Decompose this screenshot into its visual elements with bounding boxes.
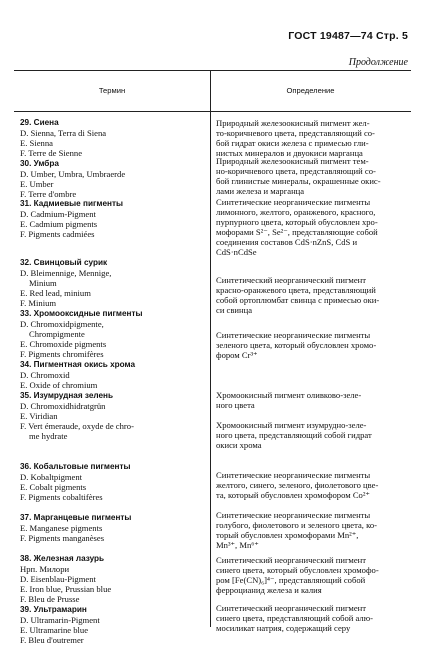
term-translation: D. Chromoxidhidratgrün bbox=[20, 401, 106, 412]
term-entry bbox=[20, 258, 208, 308]
term-translation: D. Kobaltpigment bbox=[20, 472, 83, 483]
term-translation: D. Bleimennige, Mennige, bbox=[20, 268, 112, 279]
definition-line: красно-оранжевого цвета, представляющий bbox=[216, 285, 376, 296]
term-entry bbox=[20, 309, 208, 359]
definition-line: бой гидрат окиси железа с примесью гли- bbox=[216, 138, 369, 149]
term-title: 34. Пигментная окись хрома bbox=[20, 360, 136, 369]
term-title: 39. Ультрамарин bbox=[20, 605, 87, 614]
column-divider bbox=[210, 71, 211, 627]
term-translation: E. Cobalt pigments bbox=[20, 482, 87, 493]
term-title: 35. Изумрудная зелень bbox=[20, 391, 114, 400]
definition-text bbox=[216, 510, 404, 550]
definition-line: соединения составов CdS·nZnS, CdS и bbox=[216, 237, 358, 248]
definition-line: ного цвета, представляющий собой гидрат bbox=[216, 430, 372, 441]
term-entry bbox=[20, 360, 208, 390]
term-translation: E. Manganese pigments bbox=[20, 523, 103, 534]
term-title: 32. Свинцовый сурик bbox=[20, 258, 108, 267]
definition-text bbox=[216, 330, 404, 360]
term-entry bbox=[20, 513, 208, 543]
term-translation: E. Cadmium pigments bbox=[20, 219, 98, 230]
definition-line: желтого, синего, зеленого, фиолетового цве- bbox=[216, 480, 379, 491]
definition-text bbox=[216, 275, 404, 315]
definition-line: Синтетические неорганические пигменты bbox=[216, 197, 371, 207]
term-translation: E. Sienna bbox=[20, 138, 53, 149]
term-translation: D. Umber, Umbra, Umbraerde bbox=[20, 169, 126, 180]
term-entry bbox=[20, 159, 208, 199]
definition-line: лами железа и марганца bbox=[216, 186, 305, 197]
definition-text bbox=[216, 555, 404, 595]
definition-line: то-коричневого цвета, представляющий со- bbox=[216, 128, 375, 139]
definition-column-header: Определение bbox=[210, 71, 411, 112]
definition-line: Синтетический неорганический пигмент bbox=[216, 603, 366, 613]
definition-line: голубого, фиолетового и зеленого цвета, ко- bbox=[216, 520, 377, 531]
definition-line: Природный железоокисный пигмент жел- bbox=[216, 118, 370, 128]
definition-line: лимонного, желтого, оранжевого, красного, bbox=[216, 207, 376, 218]
term-translation: F. Vert émeraude, oxyde de chro- bbox=[20, 421, 134, 432]
definition-line: Хромоокисный пигмент оливково-зеле- bbox=[216, 390, 362, 400]
term-entry bbox=[20, 605, 208, 645]
term-translation: Chrompigmente bbox=[29, 329, 85, 340]
term-translation: D. Cadmium-Pigment bbox=[20, 209, 96, 220]
definition-line: пурпурного цвета, который обусловлен хро- bbox=[216, 217, 378, 228]
definition-line: ферроцианид железа и калия bbox=[216, 585, 322, 596]
term-title: 29. Сиена bbox=[20, 118, 59, 127]
term-translation: E. Chromoxide pigments bbox=[20, 339, 107, 350]
definition-line: нистых минералов и двуокиси марганца bbox=[216, 148, 363, 159]
term-translation: D. Chromoxid bbox=[20, 370, 70, 381]
definition-line: Природный железоокисный пигмент тем- bbox=[216, 156, 369, 166]
term-title: 37. Марганцевые пигменты bbox=[20, 513, 132, 522]
definition-line: фором Cr³⁺ bbox=[216, 350, 258, 361]
term-entry bbox=[20, 462, 208, 502]
term-title: 38. Железная лазурь bbox=[20, 554, 105, 563]
definition-text bbox=[216, 390, 404, 410]
definition-line: ром [Fe(CN)₆]⁴⁻, представляющий собой bbox=[216, 575, 366, 586]
definition-line: мофорами S²⁻, Se²⁻, представляющие собой bbox=[216, 227, 378, 238]
definition-line: си свинца bbox=[216, 305, 253, 316]
definition-line: но-коричневого цвета, представляющий со- bbox=[216, 166, 376, 177]
term-translation: F. Minium bbox=[20, 298, 57, 309]
term-translation: D. Eisenblau-Pigment bbox=[20, 574, 96, 585]
definition-line: Синтетические неорганические пигменты bbox=[216, 510, 371, 520]
term-translation: E. Iron blue, Prussian blue bbox=[20, 584, 112, 595]
standard-header: ГОСТ 19487—74 Стр. 5 bbox=[288, 30, 408, 42]
definition-line: зеленого цвета, который обусловлен хромо- bbox=[216, 340, 377, 351]
definition-text bbox=[216, 420, 404, 450]
term-entry bbox=[20, 199, 208, 239]
term-entry bbox=[20, 554, 208, 604]
definition-line: Синтетические неорганические пигменты bbox=[216, 470, 371, 480]
term-translation: F. Pigments cobaltifères bbox=[20, 492, 103, 503]
term-translation: F. Terre d'ombre bbox=[20, 189, 77, 200]
definition-line: Синтетический неорганический пигмент bbox=[216, 555, 366, 565]
continuation-label: Продолжение bbox=[348, 57, 408, 68]
term-translation: F. Bleu d'outremer bbox=[20, 635, 84, 645]
term-translation: E. Viridian bbox=[20, 411, 58, 422]
definition-line: торый обусловлен хромофорами Mn²⁺, bbox=[216, 530, 359, 541]
definition-text bbox=[216, 603, 404, 633]
term-column-header: Термин bbox=[14, 71, 210, 112]
definition-line: Синтетические неорганические пигменты bbox=[216, 330, 371, 340]
term-translation: F. Pigments cadmiées bbox=[20, 229, 95, 240]
term-entry bbox=[20, 391, 208, 441]
definition-line: окиси хрома bbox=[216, 440, 262, 451]
term-translation: E. Red lead, minium bbox=[20, 288, 91, 299]
definition-text bbox=[216, 197, 404, 258]
term-title: 30. Умбра bbox=[20, 159, 59, 168]
term-translation: Minium bbox=[29, 278, 57, 289]
definition-line: та, который обусловлен хромофором Co²⁺ bbox=[216, 490, 370, 501]
terms-table bbox=[14, 70, 411, 645]
definition-line: CdS·nCdSe bbox=[216, 247, 257, 258]
term-translation: E. Umber bbox=[20, 179, 54, 190]
term-translation: me hydrate bbox=[29, 431, 68, 442]
definition-line: ного цвета bbox=[216, 400, 255, 411]
definition-text bbox=[216, 156, 404, 196]
term-title: 31. Кадмиевые пигменты bbox=[20, 199, 123, 208]
definition-line: собой ортоплюмбат свинца с примесью оки- bbox=[216, 295, 380, 306]
definition-text bbox=[216, 470, 404, 500]
term-translation: F. Terre de Sienne bbox=[20, 148, 83, 159]
term-translation: F. Pigments chromifères bbox=[20, 349, 104, 360]
definition-line: синего цвета, представляющий собой алю- bbox=[216, 613, 373, 624]
term-translation: Нрп. Милори bbox=[20, 564, 70, 575]
definition-line: Хромоокисный пигмент изумрудно-зеле- bbox=[216, 420, 367, 430]
definition-line: Синтетический неорганический пигмент bbox=[216, 275, 366, 285]
definition-text bbox=[216, 118, 404, 158]
definition-line: Mn³⁺, Mn⁶⁺ bbox=[216, 540, 259, 551]
term-translation: E. Ultramarine blue bbox=[20, 625, 89, 636]
definition-line: мосиликат натрия, содержащий серу bbox=[216, 623, 351, 634]
term-translation: F. Pigments manganèses bbox=[20, 533, 105, 544]
term-translation: D. Sienna, Terra di Siena bbox=[20, 128, 107, 139]
term-translation: D. Ultramarin-Pigment bbox=[20, 615, 100, 626]
term-title: 33. Хромооксидные пигменты bbox=[20, 309, 143, 318]
term-translation: E. Oxide of chromium bbox=[20, 380, 98, 391]
term-translation: D. Chromoxidpigmente, bbox=[20, 319, 104, 330]
term-translation: F. Bleu de Prusse bbox=[20, 594, 80, 605]
definition-line: бой глинистые минералы, окрашенные окис- bbox=[216, 176, 381, 187]
term-title: 36. Кобальтовые пигменты bbox=[20, 462, 131, 471]
definition-line: синего цвета, который обусловлен хромофо- bbox=[216, 565, 379, 576]
term-entry bbox=[20, 118, 208, 158]
